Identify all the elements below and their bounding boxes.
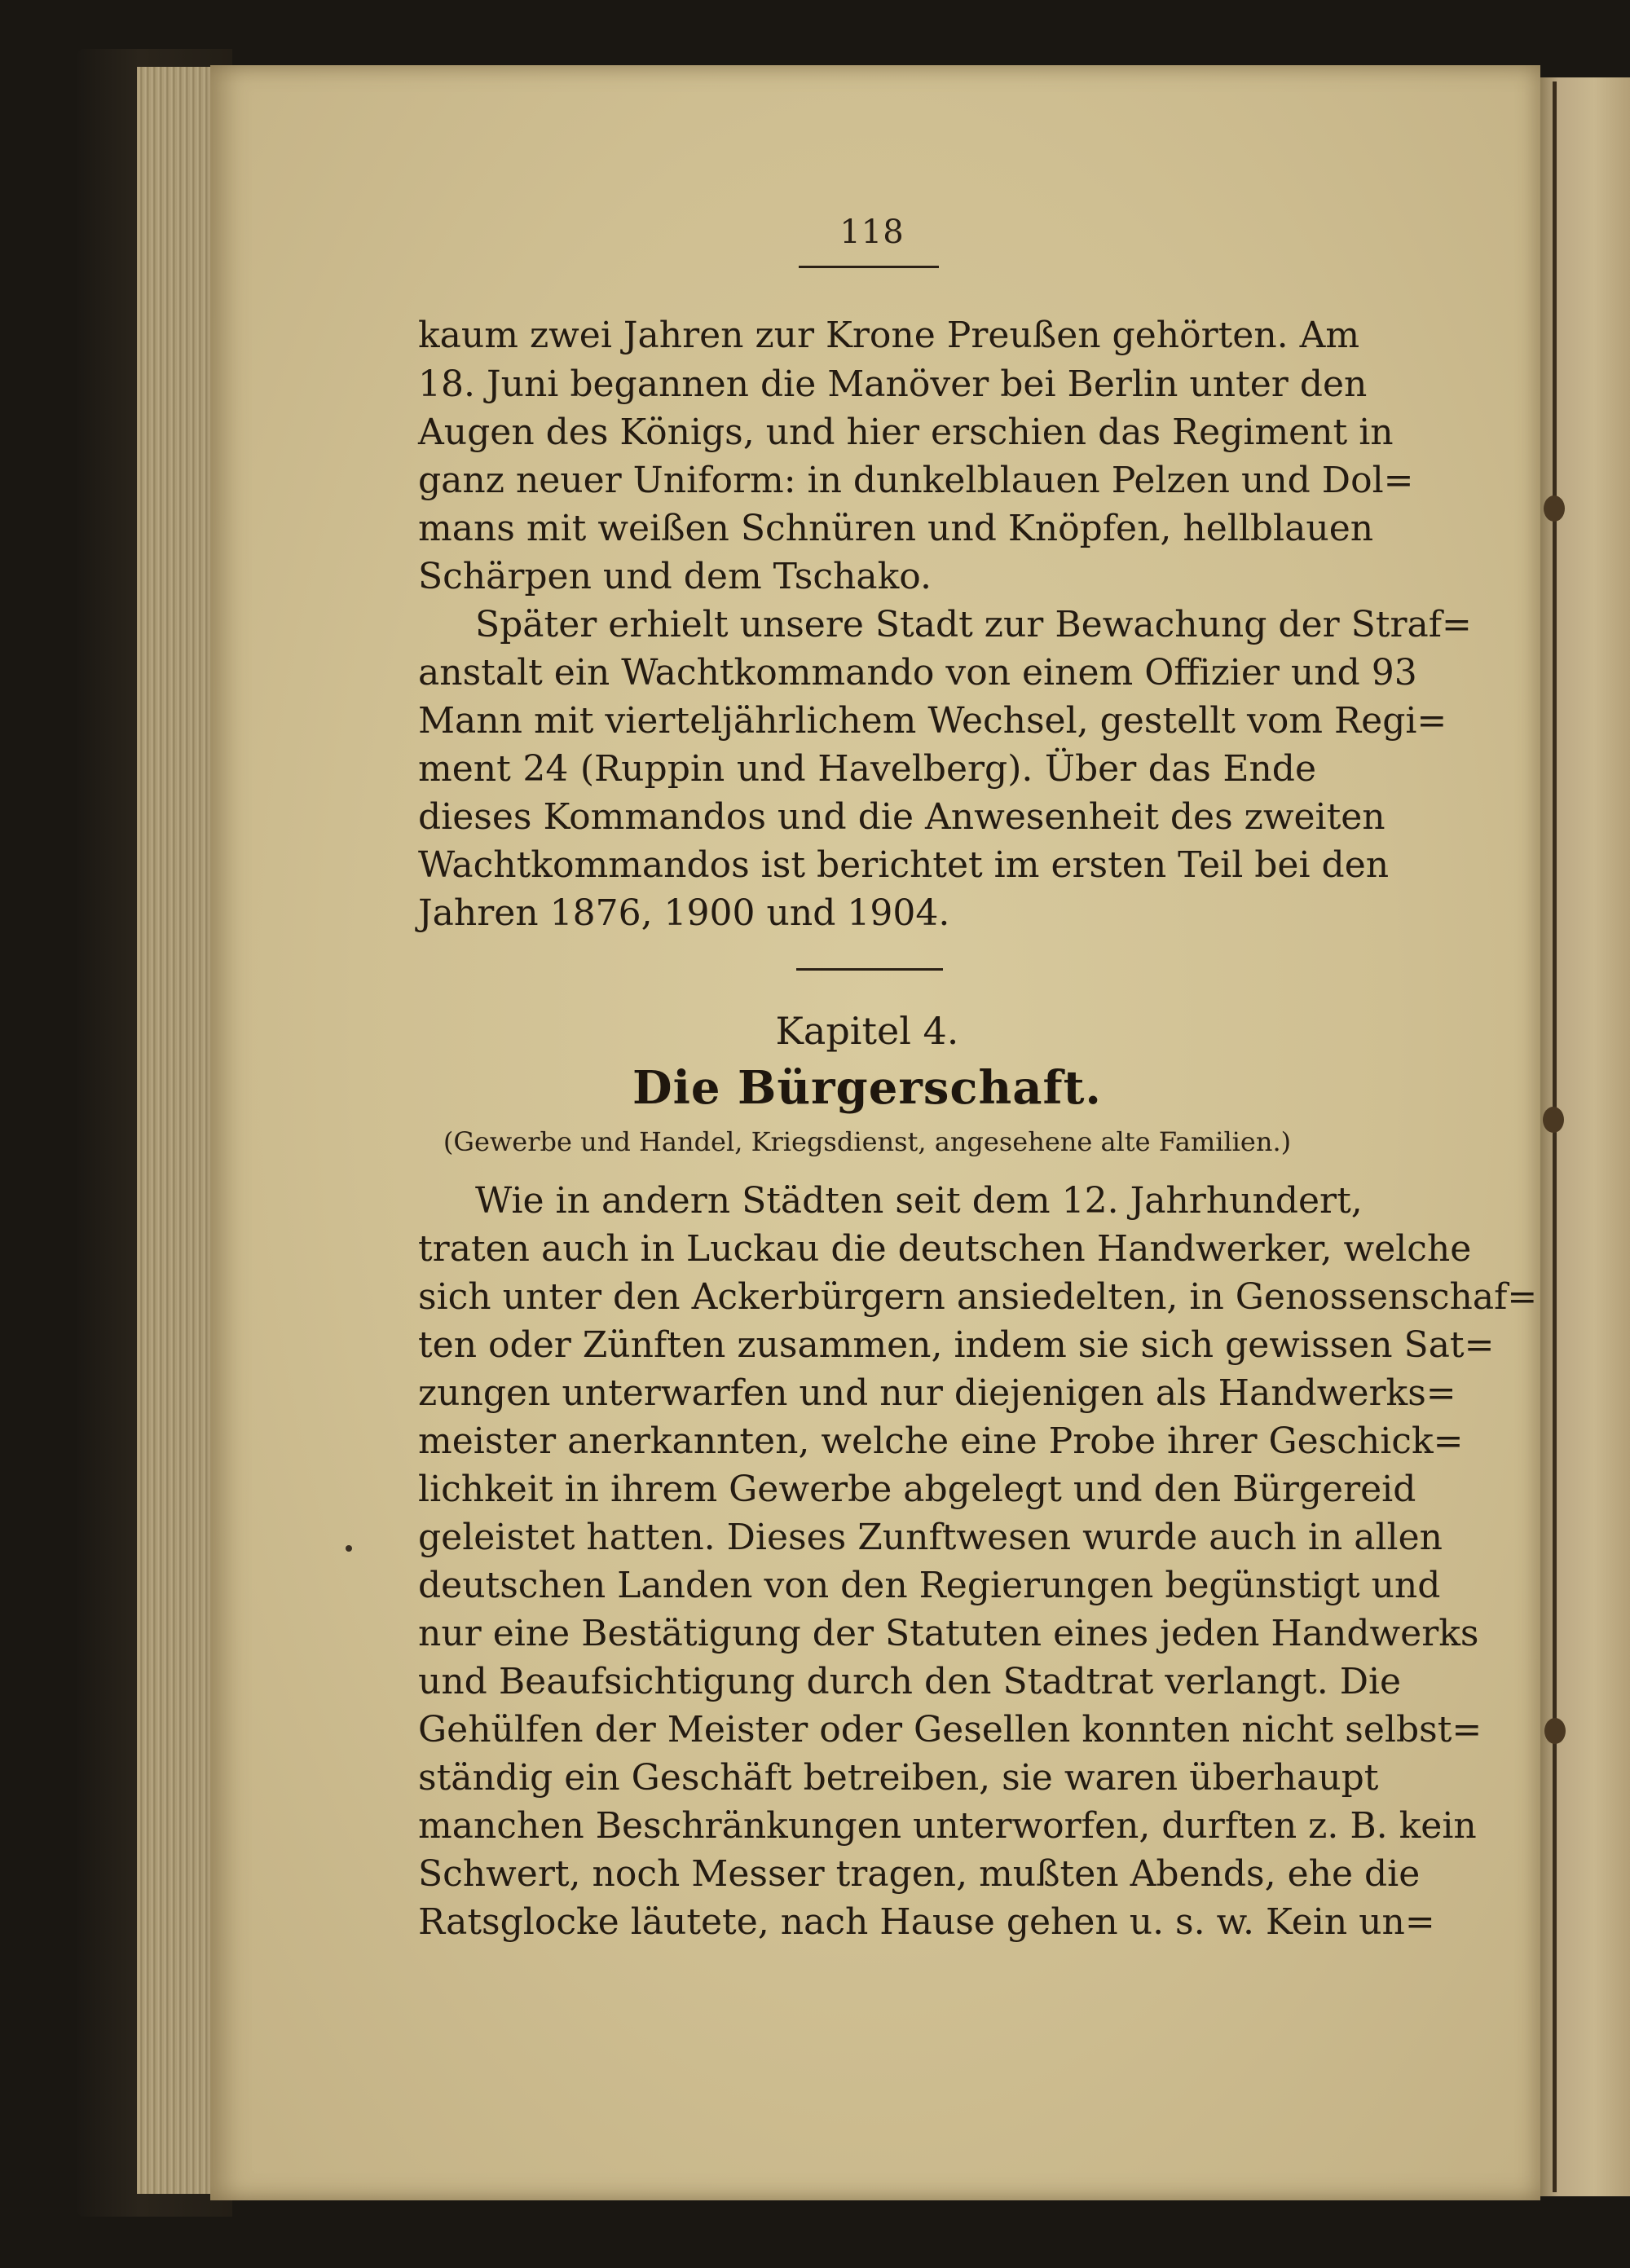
- text-line: Wachtkommandos ist berichtet im ersten Teil bei den: [418, 844, 1390, 886]
- binding-thread-knot: [1544, 1718, 1566, 1744]
- text-line: traten auch in Luckau die deutschen Handwerker, welche: [418, 1228, 1472, 1270]
- text-line: und Beaufsichtigung durch den Stadtrat verlangt. Die: [418, 1661, 1402, 1702]
- header-rule: [799, 266, 939, 268]
- binding-gutter: [1553, 81, 1557, 2192]
- text-line: Jahren 1876, 1900 und 1904.: [418, 892, 950, 934]
- text-line: manchen Beschränkungen unterworfen, durften z. B. kein: [418, 1805, 1477, 1847]
- chapter-title: Die Bürgerschaft.: [632, 1061, 1102, 1115]
- text-line: Wie in andern Städten seit dem 12. Jahrhundert,: [475, 1180, 1363, 1222]
- text-line: dieses Kommandos und die Anwesenheit des zweiten: [418, 796, 1386, 838]
- page-stack-edges: [137, 67, 217, 2194]
- text-line: sich unter den Ackerbürgern ansiedelten, in Genossenschaf=: [418, 1276, 1538, 1318]
- chapter-label: Kapitel 4.: [775, 1009, 959, 1053]
- text-line: nur eine Bestätigung der Statuten eines jeden Handwerks: [418, 1613, 1479, 1654]
- ink-speck: [346, 1545, 352, 1552]
- text-line: meister anerkannten, welche eine Probe ihrer Geschick=: [418, 1420, 1464, 1462]
- text-line: lichkeit in ihrem Gewerbe abgelegt und den Bürgereid: [418, 1469, 1416, 1510]
- binding-thread-knot: [1543, 1107, 1564, 1133]
- text-line: ganz neuer Uniform: in dunkelblauen Pelzen und Dol=: [418, 460, 1414, 501]
- chapter-subtitle: (Gewerbe und Handel, Kriegsdienst, angesehene alte Familien.): [443, 1126, 1292, 1157]
- section-divider: [796, 968, 943, 971]
- text-line: zungen unterwarfen und nur diejenigen als Handwerks=: [418, 1372, 1456, 1414]
- text-line: Gehülfen der Meister oder Gesellen konnten nicht selbst=: [418, 1709, 1482, 1751]
- text-line: deutschen Landen von den Regierungen begünstigt und: [418, 1565, 1441, 1606]
- page-number: 118: [839, 214, 905, 251]
- text-line: ständig ein Geschäft betreiben, sie waren überhaupt: [418, 1757, 1379, 1799]
- text-line: geleistet hatten. Dieses Zunftwesen wurde auch in allen: [418, 1517, 1443, 1558]
- text-line: Ratsglocke läutete, nach Hause gehen u. s. w. Kein un=: [418, 1901, 1435, 1943]
- text-line: ten oder Zünften zusammen, indem sie sich gewissen Sat=: [418, 1324, 1495, 1366]
- text-line: 18. Juni begannen die Manöver bei Berlin unter den: [418, 363, 1368, 405]
- text-line: Schärpen und dem Tschako.: [418, 556, 932, 597]
- text-line: anstalt ein Wachtkommando von einem Offizier und 93: [418, 652, 1417, 694]
- text-line: Mann mit vierteljährlichem Wechsel, gestellt vom Regi=: [418, 700, 1447, 742]
- text-line: mans mit weißen Schnüren und Knöpfen, hellblauen: [418, 508, 1374, 549]
- text-line: Später erhielt unsere Stadt zur Bewachung der Straf=: [475, 604, 1472, 645]
- text-line: Augen des Königs, und hier erschien das Regiment in: [418, 412, 1394, 453]
- text-line: Schwert, noch Messer tragen, mußten Abends, ehe die: [418, 1853, 1421, 1895]
- text-line: kaum zwei Jahren zur Krone Preußen gehörten. Am: [418, 315, 1360, 356]
- binding-thread-knot: [1544, 495, 1565, 522]
- text-line: ment 24 (Ruppin und Havelberg). Über das Ende: [418, 748, 1316, 790]
